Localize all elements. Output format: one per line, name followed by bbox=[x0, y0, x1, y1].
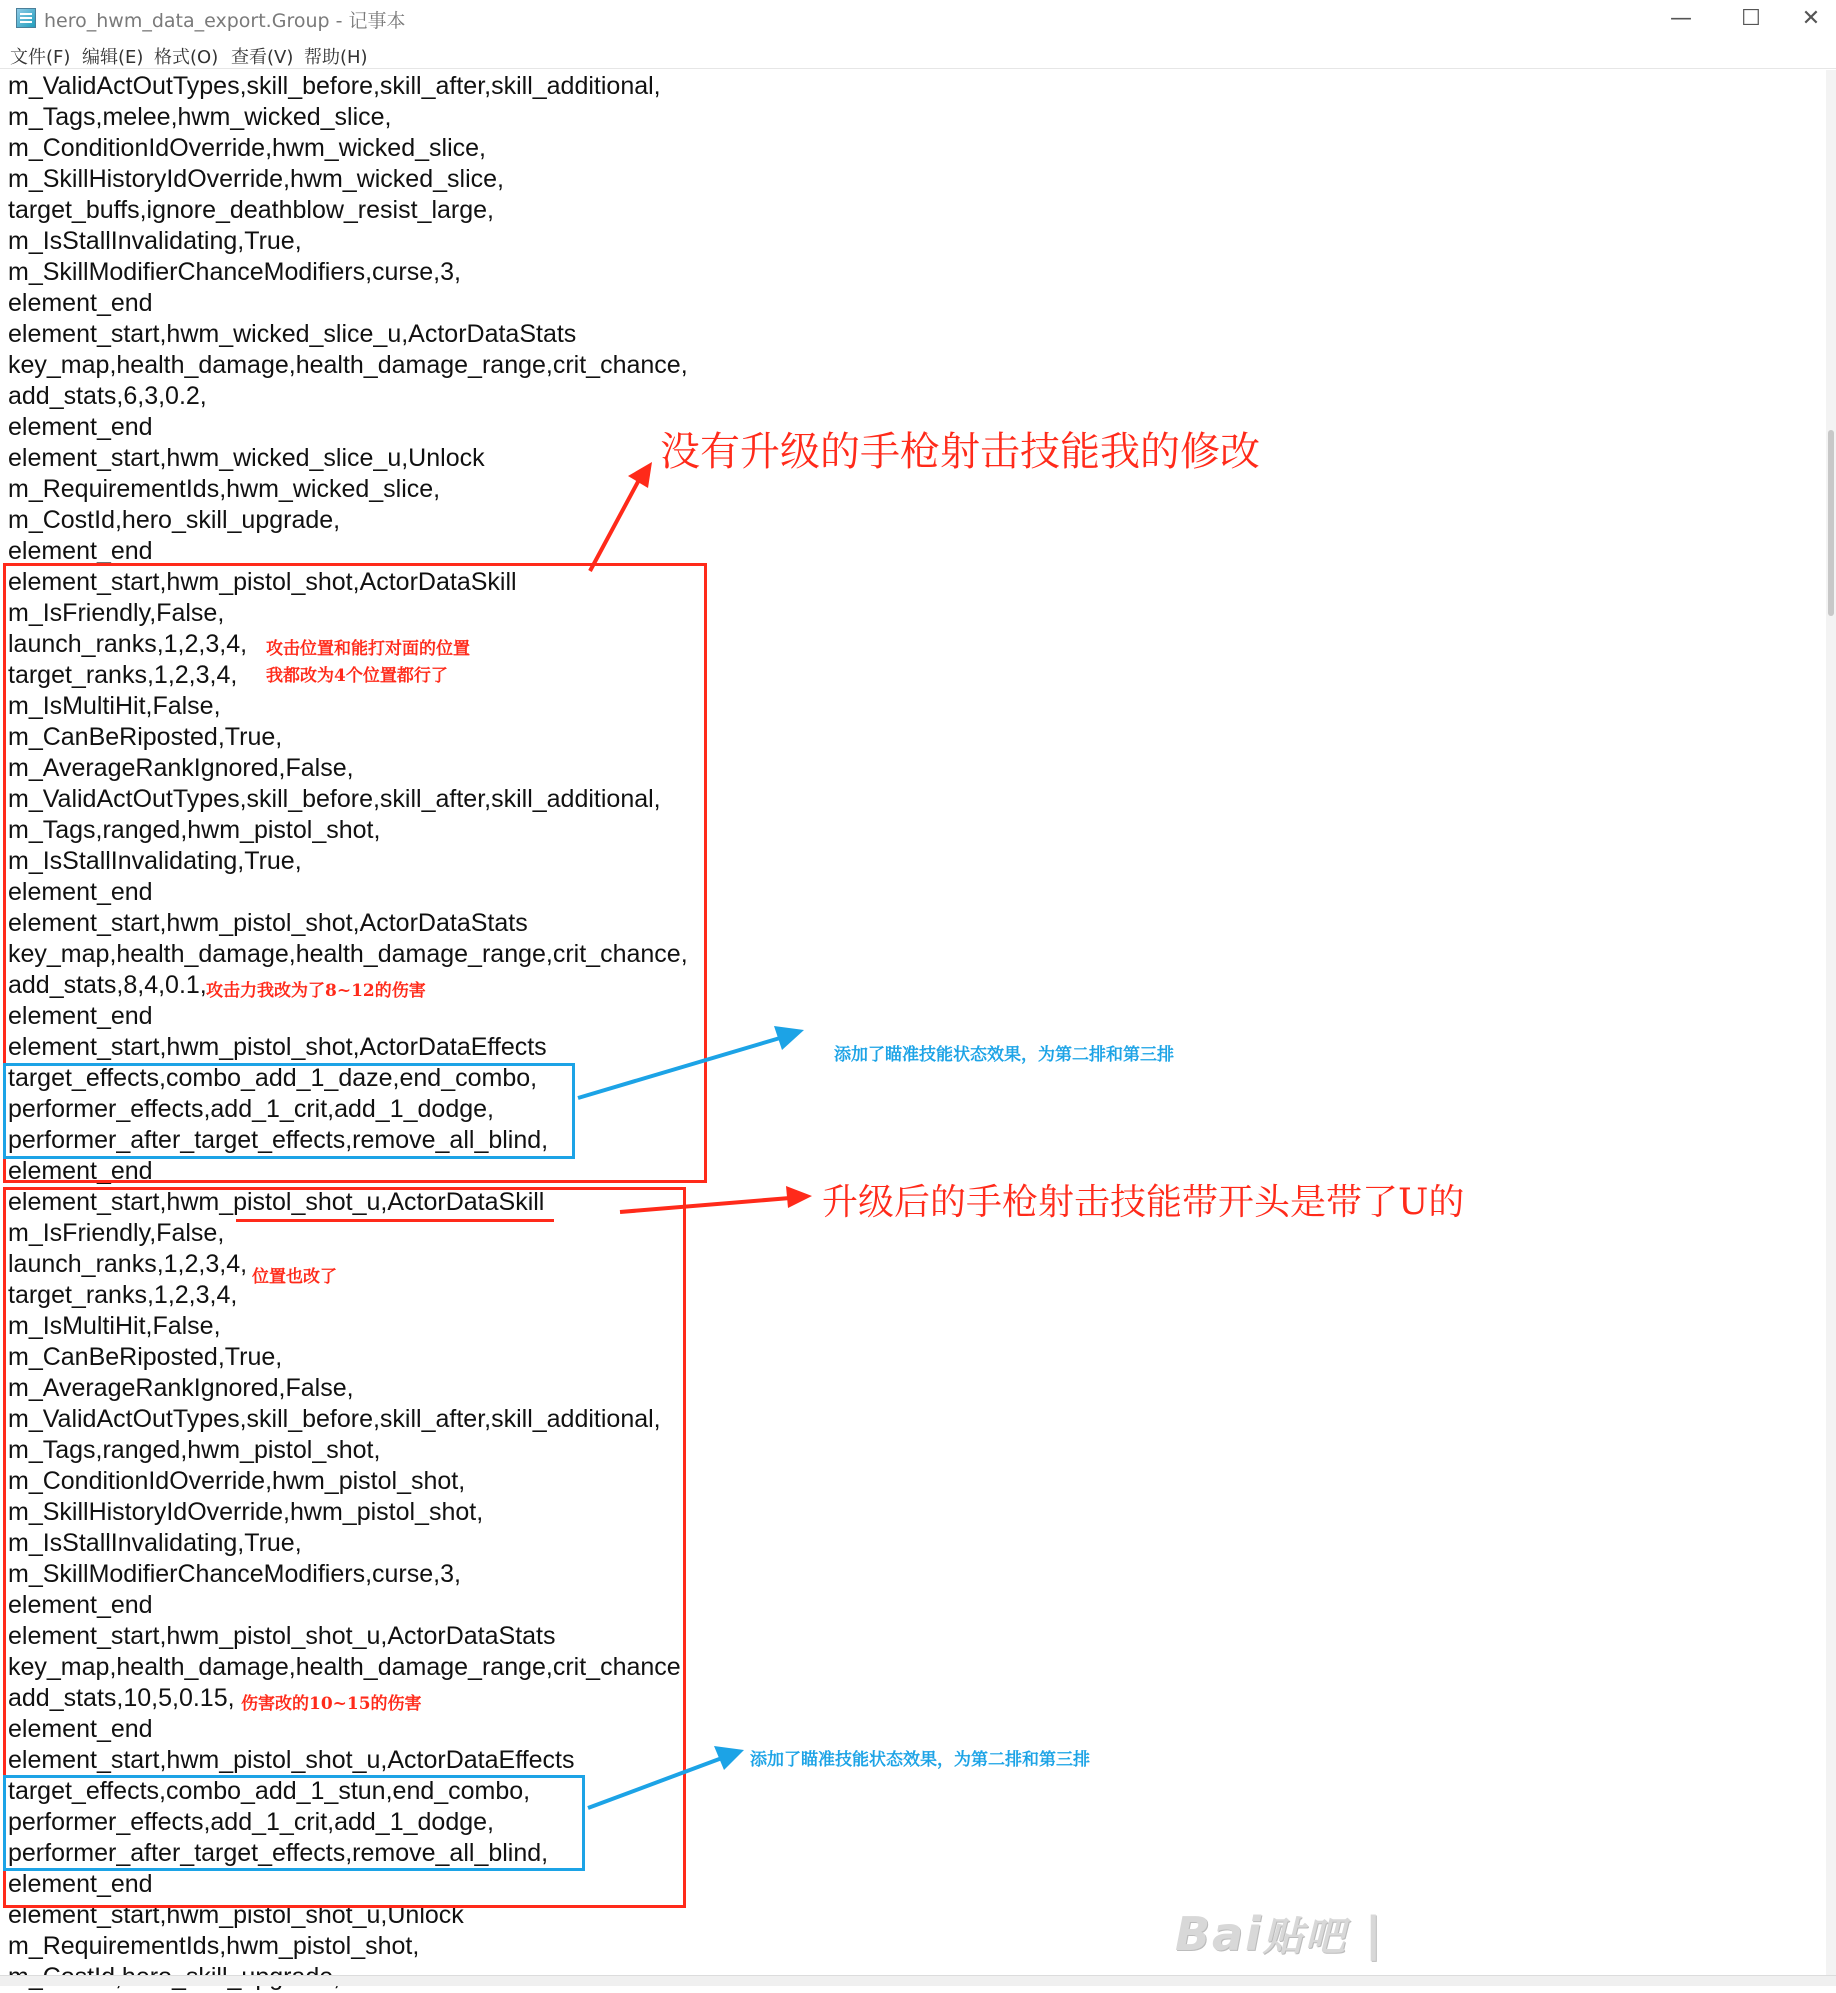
text-line: element_end bbox=[8, 1715, 153, 1743]
text-line: element_start,hwm_wicked_slice_u,Unlock bbox=[8, 444, 485, 472]
text-line: element_start,hwm_pistol_shot,ActorDataSkill bbox=[8, 568, 517, 596]
text-line: m_Tags,melee,hwm_wicked_slice, bbox=[8, 103, 392, 131]
text-line: element_end bbox=[8, 537, 153, 565]
baidu-tieba-watermark: Bai贴吧 | bbox=[1175, 1907, 1384, 1961]
text-line: m_IsMultiHit,False, bbox=[8, 692, 221, 720]
text-line: element_end bbox=[8, 1157, 153, 1185]
text-line: m_IsStallInvalidating,True, bbox=[8, 847, 302, 875]
text-line: performer_effects,add_1_crit,add_1_dodge, bbox=[8, 1095, 494, 1123]
text-line: element_start,hwm_pistol_shot,ActorDataEffects bbox=[8, 1033, 547, 1061]
rank-note-2: 我都改为4个位置都行了 bbox=[266, 666, 448, 686]
title-bar bbox=[0, 0, 1836, 36]
text-line: m_SkillHistoryIdOverride,hwm_pistol_shot, bbox=[8, 1498, 484, 1526]
vertical-scrollbar[interactable] bbox=[1826, 70, 1836, 1975]
text-line: m_CanBeRiposted,True, bbox=[8, 1343, 283, 1371]
text-line: m_AverageRankIgnored,False, bbox=[8, 754, 354, 782]
notepad-icon bbox=[16, 8, 36, 28]
text-line: performer_effects,add_1_crit,add_1_dodge, bbox=[8, 1808, 494, 1836]
upgraded-title-note: 升级后的手枪射击技能带开头是带了U的 bbox=[822, 1182, 1465, 1223]
text-line: key_map,health_damage,health_damage_range,crit_chance, bbox=[8, 351, 688, 379]
text-line: m_AverageRankIgnored,False, bbox=[8, 1374, 354, 1402]
text-line: element_start,hwm_pistol_shot_u,ActorDataEffects bbox=[8, 1746, 575, 1774]
text-line: m_ValidActOutTypes,skill_before,skill_after,skill_additional, bbox=[8, 1405, 661, 1433]
close-button[interactable]: ✕ bbox=[1801, 5, 1821, 31]
menu-file[interactable]: 文件(F) bbox=[10, 47, 71, 68]
text-line: target_buffs,ignore_deathblow_resist_large, bbox=[8, 196, 494, 224]
damage-note-1: 攻击力我改为了8~12的伤害 bbox=[206, 981, 426, 1001]
text-line: m_ValidActOutTypes,skill_before,skill_after,skill_additional, bbox=[8, 72, 661, 100]
text-line: m_ValidActOutTypes,skill_before,skill_after,skill_additional, bbox=[8, 785, 661, 813]
text-line: element_end bbox=[8, 413, 153, 441]
text-line: m_IsFriendly,False, bbox=[8, 1219, 225, 1247]
menu-view[interactable]: 查看(V) bbox=[231, 47, 294, 68]
maximize-button[interactable]: ☐ bbox=[1741, 5, 1761, 31]
text-line: element_start,hwm_pistol_shot_u,ActorDataSkill bbox=[8, 1188, 545, 1216]
text-line: add_stats,6,3,0.2, bbox=[8, 382, 207, 410]
text-line: target_effects,combo_add_1_stun,end_combo, bbox=[8, 1777, 531, 1805]
skill-name-underline bbox=[236, 1219, 554, 1222]
text-line: target_effects,combo_add_1_daze,end_combo, bbox=[8, 1064, 538, 1092]
text-line: element_start,hwm_pistol_shot_u,ActorDataStats bbox=[8, 1622, 556, 1650]
text-line: element_end bbox=[8, 1870, 153, 1898]
aim-note-1: 添加了瞄准技能状态效果，为第二排和第三排 bbox=[834, 1045, 1174, 1065]
effects-box-2 bbox=[3, 1775, 585, 1871]
text-line: element_start,hwm_pistol_shot,ActorDataStats bbox=[8, 909, 528, 937]
window-title: hero_hwm_data_export.Group - 记事本 bbox=[44, 10, 406, 32]
status-bar bbox=[0, 1975, 1836, 1986]
text-line: m_RequirementIds,hwm_wicked_slice, bbox=[8, 475, 441, 503]
unupgraded-title-note: 没有升级的手枪射击技能我的修改 bbox=[660, 429, 1260, 475]
menu-bar bbox=[0, 38, 1836, 69]
text-line: performer_after_target_effects,remove_all_blind, bbox=[8, 1126, 549, 1154]
text-line: m_IsStallInvalidating,True, bbox=[8, 1529, 302, 1557]
text-line: performer_after_target_effects,remove_all_blind, bbox=[8, 1839, 549, 1867]
text-line: key_map,health_damage,health_damage_range,crit_chance, bbox=[8, 940, 688, 968]
text-line: element_start,hwm_wicked_slice_u,ActorDataStats bbox=[8, 320, 577, 348]
effects-box-1 bbox=[3, 1063, 575, 1159]
text-line: m_SkillHistoryIdOverride,hwm_wicked_slice, bbox=[8, 165, 504, 193]
text-line: element_end bbox=[8, 1591, 153, 1619]
scrollbar-thumb[interactable] bbox=[1828, 430, 1834, 616]
damage-note-2: 伤害改的10~15的伤害 bbox=[241, 1694, 422, 1714]
text-line: add_stats,8,4,0.1, bbox=[8, 971, 207, 999]
text-line: m_ConditionIdOverride,hwm_wicked_slice, bbox=[8, 134, 486, 162]
text-line: m_IsFriendly,False, bbox=[8, 599, 225, 627]
text-line: target_ranks,1,2,3,4, bbox=[8, 661, 238, 689]
aim-note-2: 添加了瞄准技能状态效果，为第二排和第三排 bbox=[750, 1750, 1090, 1770]
text-line: element_end bbox=[8, 289, 153, 317]
text-line: m_Tags,ranged,hwm_pistol_shot, bbox=[8, 816, 381, 844]
text-line: element_end bbox=[8, 1002, 153, 1030]
text-line: m_ConditionIdOverride,hwm_pistol_shot, bbox=[8, 1467, 466, 1495]
text-line: m_Tags,ranged,hwm_pistol_shot, bbox=[8, 1436, 381, 1464]
text-line: m_SkillModifierChanceModifiers,curse,3, bbox=[8, 258, 461, 286]
text-line: target_ranks,1,2,3,4, bbox=[8, 1281, 238, 1309]
position-note: 位置也改了 bbox=[252, 1267, 337, 1287]
text-line: m_SkillModifierChanceModifiers,curse,3, bbox=[8, 1560, 461, 1588]
text-line: key_map,health_damage,health_damage_range,crit_chance, bbox=[8, 1653, 688, 1681]
text-line: launch_ranks,1,2,3,4, bbox=[8, 630, 248, 658]
text-line: element_start,hwm_pistol_shot_u,Unlock bbox=[8, 1901, 464, 1929]
minimize-button[interactable]: — bbox=[1670, 5, 1692, 31]
rank-note-1: 攻击位置和能打对面的位置 bbox=[266, 639, 470, 659]
menu-help[interactable]: 帮助(H) bbox=[304, 47, 368, 68]
text-line: element_end bbox=[8, 878, 153, 906]
menu-format[interactable]: 格式(O) bbox=[154, 47, 219, 68]
menu-edit[interactable]: 编辑(E) bbox=[82, 47, 144, 68]
text-line: m_CanBeRiposted,True, bbox=[8, 723, 283, 751]
text-line: add_stats,10,5,0.15, bbox=[8, 1684, 235, 1712]
text-line: m_IsStallInvalidating,True, bbox=[8, 227, 302, 255]
text-line: m_CostId,hero_skill_upgrade, bbox=[8, 506, 341, 534]
text-line: m_IsMultiHit,False, bbox=[8, 1312, 221, 1340]
text-line: m_RequirementIds,hwm_pistol_shot, bbox=[8, 1932, 420, 1960]
text-line: launch_ranks,1,2,3,4, bbox=[8, 1250, 248, 1278]
